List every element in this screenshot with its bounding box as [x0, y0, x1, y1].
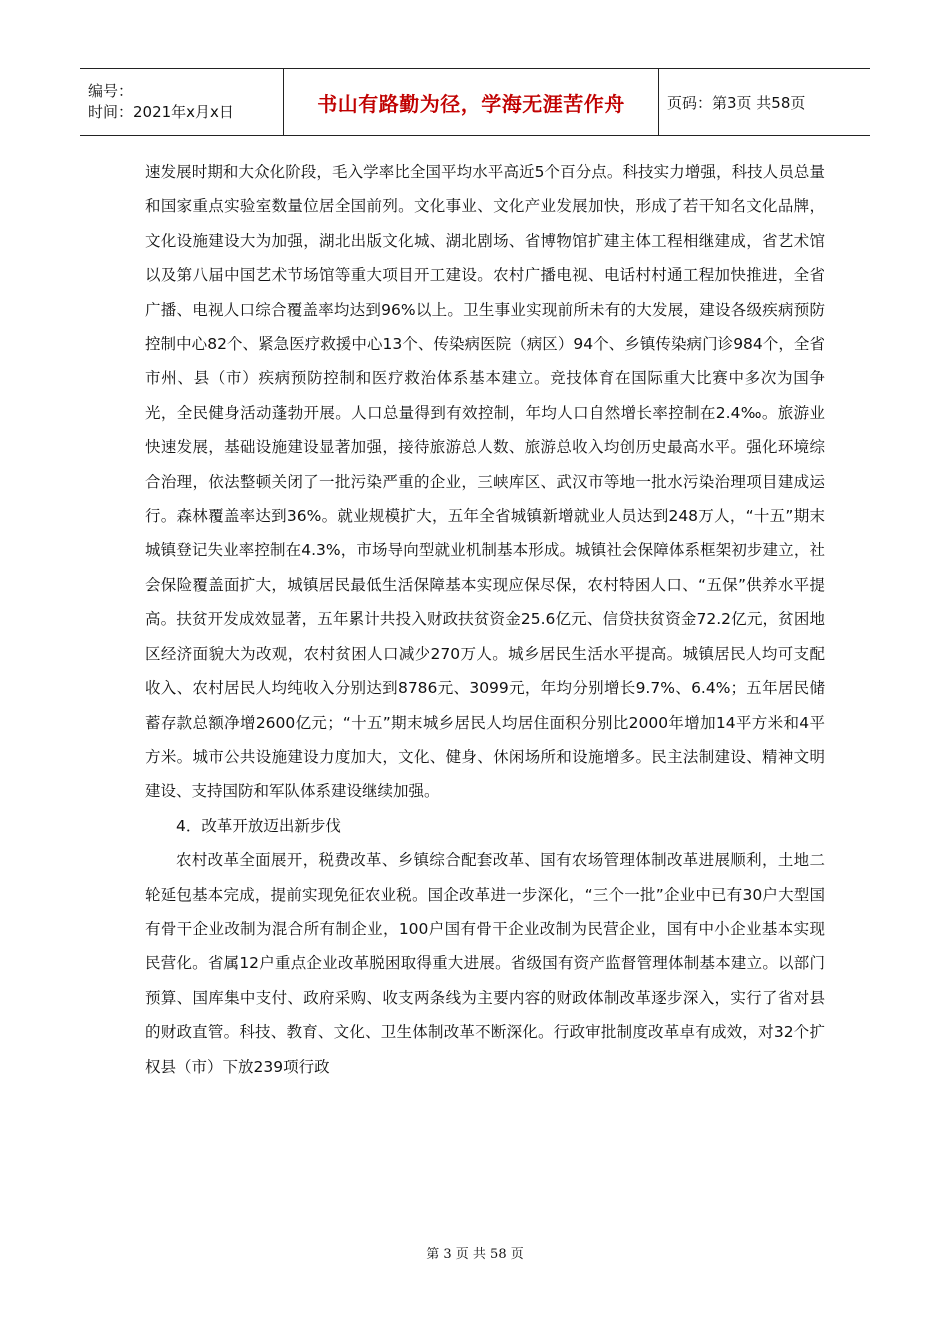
header-meta [80, 69, 283, 135]
document-date-label: 时间：2021年x月x日 [88, 103, 234, 121]
header-page-info: 页码：第3页 共58页 [667, 93, 806, 112]
header-motto: 书山有路勤为径，学海无涯苦作舟 [317, 91, 625, 116]
body-paragraph: 农村改革全面展开，税费改革、乡镇综合配套改革、国有农场管理体制改革进展顺利，土地二轮延包基本完成，提前实现免征农业税。国企改革进一步深化，“三个一批”企业中已有30户大型国有骨干企业改制为混合所有制企业，100户国有骨干企业改制为民营企业，国有中小企业基本实现民营化。省属12户重点企业改革脱困取得重大进展。省级国有资产监督管理体制基本建立。以部门预算、国库集中支付、政府采购、收支两条线为主要内容的财政体制改革逐步深入，实行了省对县的财政直管。科技、教育、文化、卫生体制改革不断深化。行政审批制度改革卓有成效，对32个扩权县（市）下放239项行政 [145, 851, 825, 1076]
section-heading: 4．改革开放迈出新步伐 [176, 816, 341, 835]
page-header [80, 68, 870, 136]
body-paragraph: 速发展时期和大众化阶段，毛入学率比全国平均水平高近5个百分点。科技实力增强，科技人员总量和国家重点实验室数量位居全国前列。文化事业、文化产业发展加快，形成了若干知名文化品牌，文化设施建设大为加强，湖北出版文化城、湖北剧场、省博物馆扩建主体工程相继建成，省艺术馆以及第八届中国艺术节场馆等重大项目开工建设。农村广播电视、电话村村通工程加快推进，全省广播、电视人口综合覆盖率均达到96%以上。卫生事业实现前所未有的大发展，建设各级疾病预防控制中心82个、紧急医疗救援中心13个、传染病医院（病区）94个、乡镇传染病门诊984个，全省市州、县（市）疾病预防控制和医疗救治体系基本建立。竞技体育在国际重大比赛中多次为国争光，全民健身活动蓬勃开展。人口总量得到有效控制，年均人口自然增长率控制在2.4‰。旅游业快速发展，基础设施建设显著加强，接待旅游总人数、旅游总收入均创历史最高水平。强化环境综合治理，依法整顿关闭了一批污染严重的企业，三峡库区、武汉市等地一批水污染治理项目建成运行。森林覆盖率达到36%。就业规模扩大，五年全省城镇新增就业人员达到248万人，“十五”期末城镇登记失业率控制在4.3%，市场导向型就业机制基本形成。城镇社会保障体系框架初步建立，社会保险覆盖面扩大，城镇居民最低生活保障基本实现应保尽保，农村特困人口、“五保”供养水平提高。扶贫开发成效显著，五年累计共投入财政扶贫资金25.6亿元、信贷扶贫资金72.2亿元，贫困地区经济面貌大为改观，农村贫困人口减少270万人。城乡居民生活水平提高。城镇居民人均可支配收入、农村居民人均纯收入分别达到8786元、3099元，年均分别增长9.7%、6.4%；五年居民储蓄存款总额净增2600亿元；“十五”期末城乡居民人均居住面积分别比2000年增加14平方米和4平方米。城市公共设施建设力度加大，文化、健身、休闲场所和设施增多。民主法制建设、精神文明建设、支持国防和军队体系建设继续加强。 [145, 163, 825, 801]
page-footer: 第 3 页 共 58 页 [426, 1247, 524, 1262]
document-code-label: 编号： [88, 82, 134, 100]
document-body [145, 155, 825, 1084]
header-motto-cell [283, 69, 659, 135]
